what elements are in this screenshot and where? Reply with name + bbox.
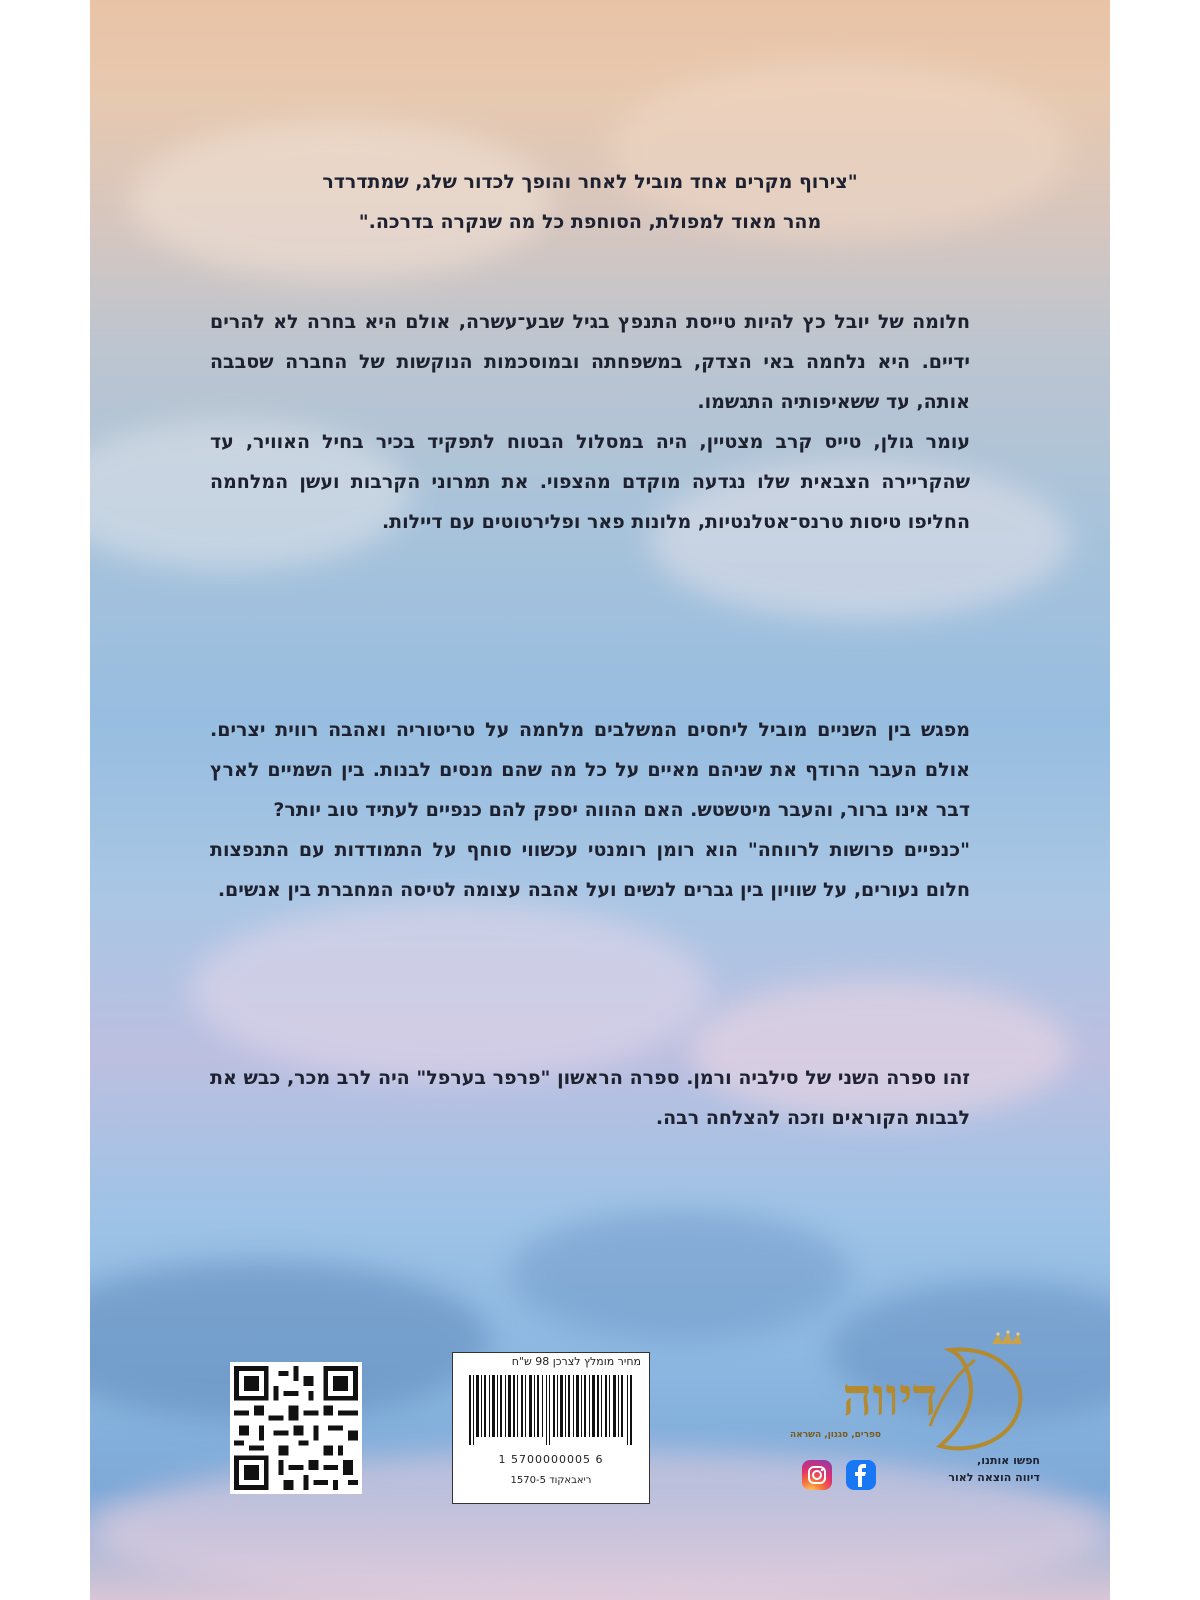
cover-footer (90, 1300, 1110, 1600)
price-text: מחיר מומלץ לצרכן 98 ש"ח (511, 1355, 641, 1368)
book-back-cover (90, 0, 1110, 1600)
synopsis-paragraph: עומר גולן, טייס קרב מצטיין, היה במסלול הבטוח לתפקיד בכיר בחיל האוויר, עד שהקריירה הצבאית שלו נגדעה מוקדם מהצפוי. את תמרוני הקרבות ועשן המלחמה החליפו טיסות טרנס־אטלנטיות, מלונות פאר ופלירטוטים עם דיילות. (210, 431, 970, 533)
logo-text: דיווה (842, 1367, 938, 1428)
synopsis-block-2 (210, 710, 970, 910)
cover-quote (210, 162, 970, 242)
synopsis-paragraph: מפגש בין השניים מוביל ליחסים המשלבים מלחמה על טריטוריה ואהבה רווית יצרים. אולם העבר הרודף את שניהם מאיים על כל מה שהם מנסים לבנות. בין השמיים לארץ דבר אינו ברור, והעבר מיטשטש. האם ההווה יספק להם כנפיים לעתיד טוב יותר? (210, 719, 970, 821)
barcode-label (452, 1352, 650, 1504)
instagram-icon[interactable] (802, 1460, 832, 1490)
publisher-line: דיווה הוצאה לאור (948, 1471, 1040, 1484)
publisher-logo (780, 1330, 1040, 1470)
synopsis-paragraph: חלומה של יובל כץ להיות טייסת התנפץ בגיל שבע־עשרה, אולם היא בחרה לא להרים ידיים. היא נלחמה באי הצדק, במשפחתה ובמוסכמות הנוקשות של החברה שסבבה אותה, עד ששאיפותיה התגשמו. (210, 311, 970, 413)
synopsis-paragraph: "כנפיים פרושות לרווחה" הוא רומן רומנטי עכשווי סוחף על התמודדות עם התנפצות חלום נעורים, על שוויון בין גברים לנשים ועל אהבה עצומה לטיסה המחברת בין אנשים. (210, 839, 970, 901)
author-paragraph: זהו ספרה השני של סילביה ורמן. ספרה הראשון "פרפר בערפל" היה לרב מכר, כבש את לבבות הקוראים וזכה להצלחה רבה. (210, 1067, 970, 1129)
facebook-icon[interactable] (846, 1460, 876, 1490)
catalog-code: ריאבאקוד 1570-5 (510, 1475, 592, 1486)
quote-line: מהר מאוד למפולת, הסוחפת כל מה שנקרה בדרכה." (358, 211, 822, 233)
author-note (210, 1058, 970, 1138)
barcode-digits: 1 5700000005 6 (498, 1453, 604, 1466)
barcode-icon (467, 1375, 635, 1445)
synopsis-block-1 (210, 302, 970, 542)
publisher-info (910, 1452, 1040, 1486)
qr-code (230, 1362, 362, 1494)
cloud (190, 900, 710, 1080)
publisher-line: חפשו אותנו, (977, 1454, 1040, 1467)
logo-subtitle: ספרים, סגנון, השראה (790, 1430, 882, 1440)
quote-line: "צירוף מקרים אחד מוביל לאחר והופך לכדור שלג, שמתדרדר (322, 171, 858, 193)
crown-icon (992, 1330, 1022, 1344)
